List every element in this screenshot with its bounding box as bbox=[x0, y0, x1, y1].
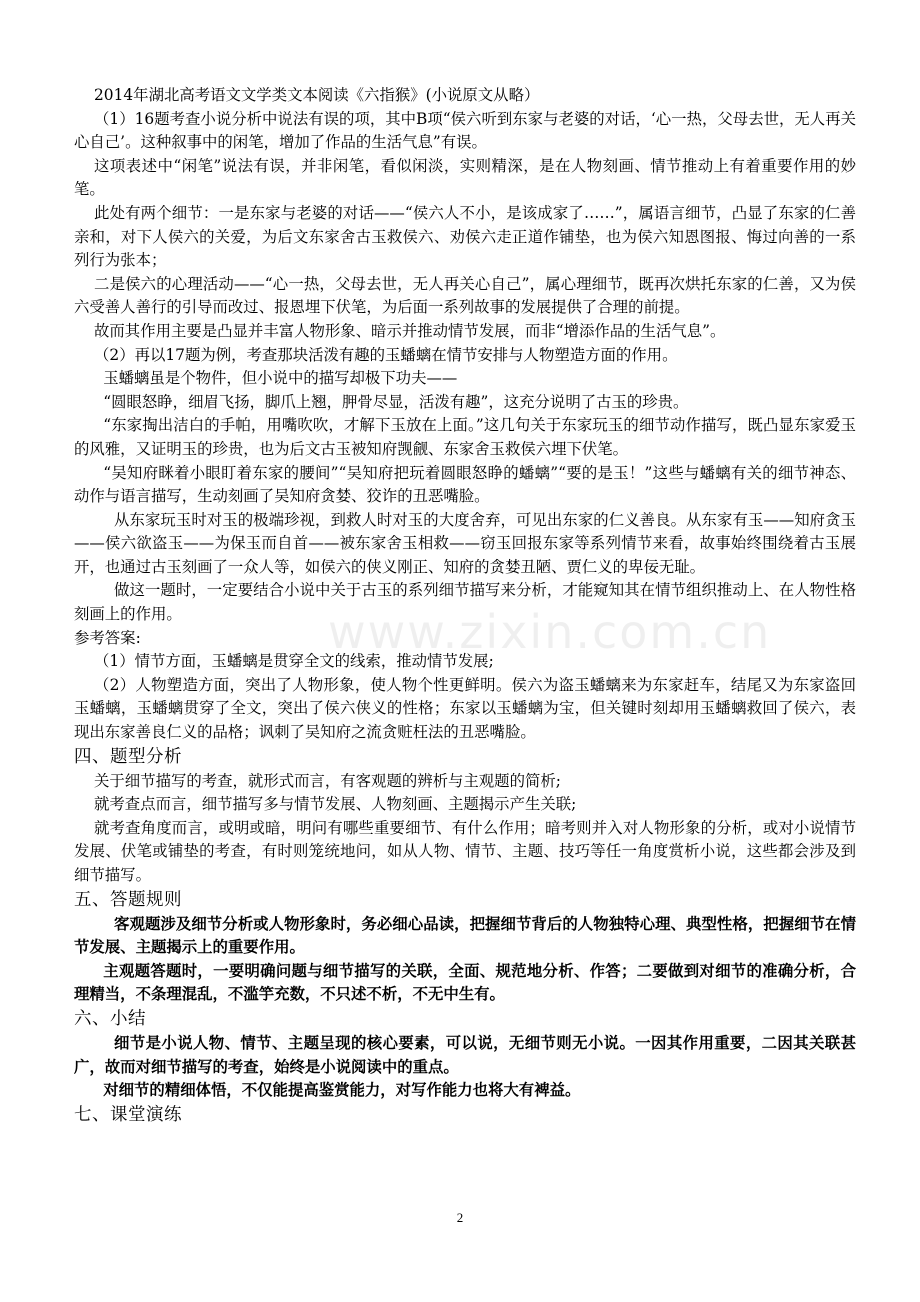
paragraph-q16: （1）16题考查小说分析中说法有误的项，其中B项“侯六听到东家与老婆的对话，‘心一热，父母去世，无人再关心自己’。这种叙事中的闲笔，增加了作品的生活气息”有误。 bbox=[74, 109, 856, 152]
answer-item-1: （1）情节方面，玉蟠螭是贯穿全文的线索，推动情节发展; bbox=[94, 652, 494, 671]
answer-label: 参考答案: bbox=[74, 628, 141, 647]
section6-paragraph: 细节是小说人物、情节、主题呈现的核心要素，可以说，无细节则无小说。一因其作用重要，二因其关联甚广，故而对细节描写的考查，始终是小说阅读中的重点。 bbox=[74, 1033, 856, 1076]
paragraph-quote-appearance: “圆眼怒睁，细眉飞扬，脚爪上翘，胛骨尽显，活泼有趣”，这充分说明了古玉的珍贵。 bbox=[103, 392, 689, 411]
watermark: www.zixin.com.cn bbox=[328, 605, 772, 659]
paragraph-xianbi: 这项表述中“闲笔”说法有误，并非闲笔，看似闲淡，实则精深，是在人物刻画、情节推动上有着重要作用的妙笔。 bbox=[74, 156, 856, 199]
section4-paragraph: 就考查角度而言，或明或暗，明问有哪些重要细节、有什么作用；暗考则并入对人物形象的分析，或对小说情节发展、伏笔或铺垫的考查，有时则笼统地问，如从人物、情节、主题、技巧等任一角度赏析小说，这些都会涉及到细节描写。 bbox=[74, 818, 856, 884]
section4-paragraph: 就考查点而言，细节描写多与情节发展、人物刻画、主题揭示产生关联; bbox=[94, 795, 577, 814]
section5-paragraph: 主观题答题时，一要明确问题与细节描写的关联，全面、规范地分析、作答；二要做到对细节的准确分析，合理精当，不条理混乱，不滥竽充数，不只述不析，不无中生有。 bbox=[74, 961, 856, 1004]
paragraph-quote-handkerchief: “东家掏出洁白的手帕，用嘴吹吹，才解下玉放在上面。”这几句关于东家玩玉的细节动作描写，既凸显东家爱玉的风雅，又证明玉的珍贵，也为后文古玉被知府觊觎、东家舍玉救侯六埋下伏笔。 bbox=[74, 416, 856, 458]
paragraph-method: 做这一题时，一定要结合小说中关于古玉的系列细节描写来分析，才能窥知其在情节组织推动上、在人物性格刻画上的作用。 bbox=[74, 581, 856, 624]
section-heading-6: 六、小结 bbox=[74, 1008, 146, 1029]
section4-paragraph: 关于细节描写的考查，就形式而言，有客观题的辨析与主观题的简析; bbox=[94, 771, 561, 790]
section-heading-5: 五、答题规则 bbox=[74, 889, 182, 910]
section5-paragraph: 客观题涉及细节分析或人物形象时，务必细心品读，把握细节背后的人物独特心理、典型性格，把握细节在情节发展、主题揭示上的重要作用。 bbox=[74, 914, 856, 957]
paragraph-detail-two: 二是侯六的心理活动——“心一热，父母去世，无人再关心自己”，属心理细节，既再次烘托东家的仁善，又为侯六受善人善行的引导而改过、报恩埋下伏笔，为后面一系列故事的发展提供了合理的前提。 bbox=[74, 274, 856, 317]
paragraph-plot-chain: 从东家玩玉时对玉的极端珍视，到救人时对玉的大度舍弃，可见出东家的仁义善良。从东家有玉——知府贪玉——侯六欲盗玉——为保玉而自首——被东家舍玉相救——窃玉回报东家等系列情节来看，故事始终围绕着古玉展开，也通过古玉刻画了一众人等，如侯六的侠义刚正、知府的贪婪丑陋、贾仁义的卑佞无耻。 bbox=[74, 510, 856, 576]
page-number: 2 bbox=[456, 1210, 464, 1225]
paragraph-conclusion: 故而其作用主要是凸显并丰富人物形象、暗示并推动情节发展，而非“增添作品的生活气息”。 bbox=[94, 321, 726, 340]
section-heading-4: 四、题型分析 bbox=[74, 746, 182, 767]
section-heading-7: 七、课堂演练 bbox=[74, 1104, 182, 1125]
paragraph-quote-zhifu: “吴知府眯着小眼盯着东家的腰间”“吴知府把玩着圆眼怒睁的蟠螭”“要的是玉！”这些与蟠螭有关的细节神态、动作与语言描写，生动刻画了吴知府贪婪、狡诈的丑恶嘴脸。 bbox=[74, 463, 856, 506]
document-title: 2014年湖北高考语文文学类文本阅读《六指猴》(小说原文从略） bbox=[94, 86, 540, 104]
document-body bbox=[74, 84, 856, 1128]
section6-paragraph: 对细节的精细体悟，不仅能提高鉴赏能力，对写作能力也将大有裨益。 bbox=[103, 1081, 581, 1100]
answer-item-2: （2）人物塑造方面，突出了人物形象，使人物个性更鲜明。侯六为盗玉蟠螭来为东家赶车，结尾又为东家盗回玉蟠螭，玉蟠螭贯穿了全文，突出了侯六侠义的性格；东家以玉蟠螭为宝，但关键时刻却用玉蟠螭救回了侯六，表现出东家善良仁义的品格；讽刺了吴知府之流贪赃枉法的丑恶嘴脸。 bbox=[74, 675, 856, 742]
paragraph-detail-one: 此处有两个细节：一是东家与老婆的对话——“侯六人不小，是该成家了……”，属语言细节，凸显了东家的仁善亲和，对下人侯六的关爱，为后文东家舍古玉救侯六、劝侯六走正道作铺垫，也为侯六知恩图报、悔过向善的一系列行为张本； bbox=[74, 203, 856, 270]
paragraph-yupanchi: 玉蟠螭虽是个物件，但小说中的描写却极下功夫—— bbox=[103, 369, 458, 388]
paragraph-q17: （2）再以17题为例，考查那块活泼有趣的玉蟠螭在情节安排与人物塑造方面的作用。 bbox=[94, 345, 678, 364]
